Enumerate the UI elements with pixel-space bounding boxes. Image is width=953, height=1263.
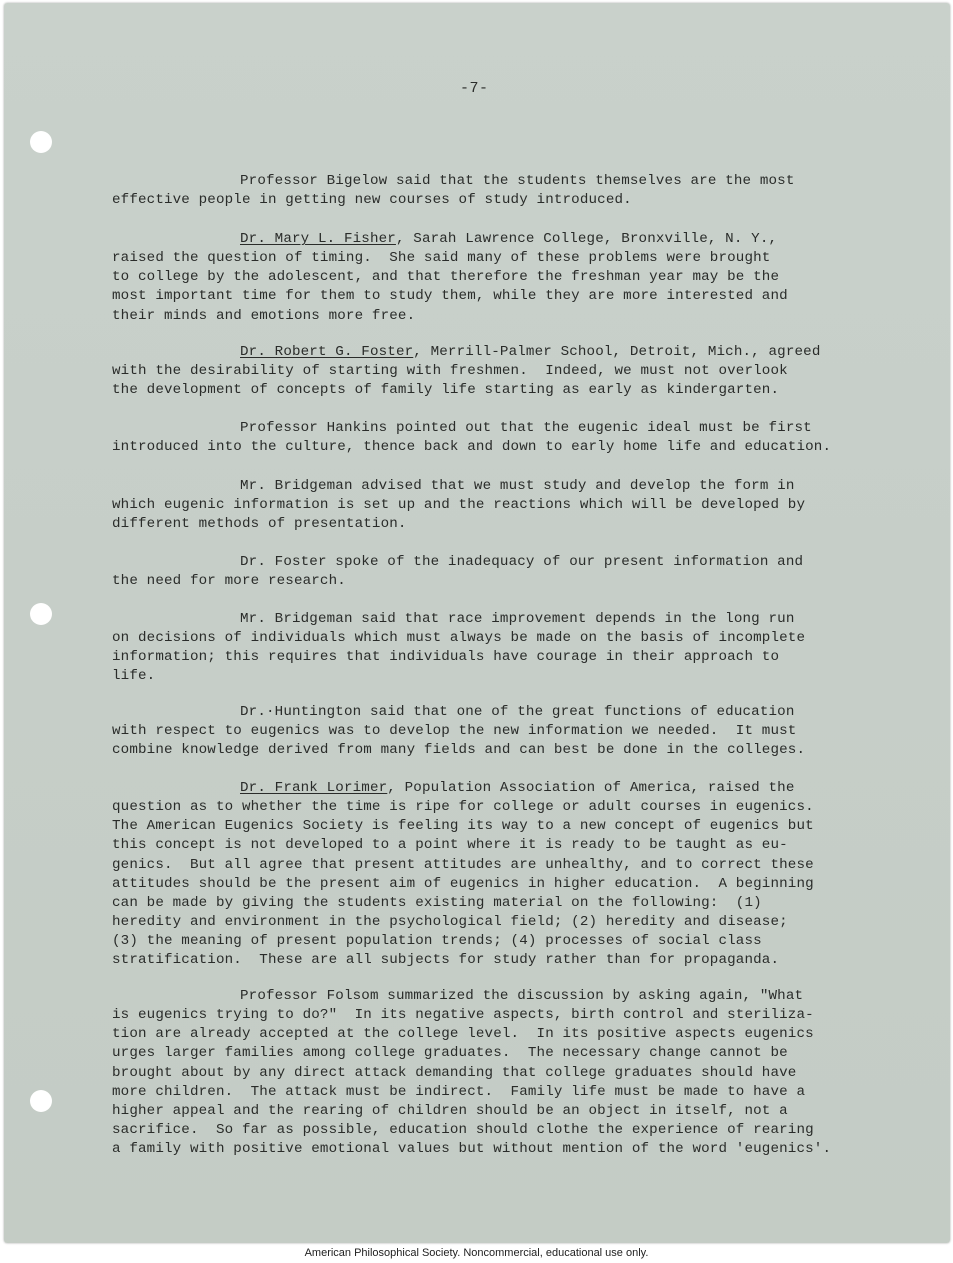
- paragraph-line: can be made by giving the students existing material on the following: (1): [112, 894, 762, 911]
- paragraph-line: the development of concepts of family life starting as early as kindergarten.: [112, 382, 780, 399]
- paragraph-line: this concept is not developed to a point where it is ready to be taught as eu-: [112, 837, 788, 854]
- paragraph-line: tion are already accepted at the college level. In its positive aspects eugenics: [112, 1026, 814, 1043]
- punch-hole-middle: [30, 603, 52, 625]
- paragraph-line: to college by the adolescent, and that therefore the freshman year may be the: [112, 269, 780, 286]
- paragraph-line: a family with positive emotional values but without mention of the word 'eugenics'.: [112, 1140, 832, 1157]
- paragraph-line: is eugenics trying to do?" In its negative aspects, birth control and steriliza-: [112, 1007, 814, 1024]
- paragraph-line: which eugenic information is set up and the reactions which will be developed by: [112, 497, 806, 514]
- paragraph-line: Dr. Foster spoke of the inadequacy of our present information and: [240, 554, 804, 571]
- paragraph-line: Mr. Bridgeman advised that we must study and develop the form in: [240, 478, 795, 495]
- paragraph-line: Professor Bigelow said that the students themselves are the most: [240, 173, 795, 190]
- speaker-name: Dr. Frank Lorimer: [240, 780, 388, 797]
- paragraph-line: Dr. Frank Lorimer, Population Association of America, raised the: [240, 780, 795, 797]
- paragraph-line: combine knowledge derived from many fields and can best be done in the colleges.: [112, 742, 806, 759]
- paragraph-line: Dr.·Huntington said that one of the great functions of education: [240, 704, 795, 721]
- paragraph-line: effective people in getting new courses of study introduced.: [112, 192, 632, 209]
- paragraph-line: raised the question of timing. She said many of these problems were brought: [112, 250, 771, 267]
- paragraph-line: introduced into the culture, thence back and down to early home life and education.: [112, 439, 832, 456]
- paragraph-line: The American Eugenics Society is feeling its way to a new concept of eugenics but: [112, 818, 814, 835]
- paragraph-line: Professor Folsom summarized the discussion by asking again, "What: [240, 988, 804, 1005]
- paragraph-line: the need for more research.: [112, 573, 346, 590]
- footer-notice: American Philosophical Society. Noncommercial, educational use only.: [304, 1247, 649, 1259]
- paragraph-line: Dr. Mary L. Fisher, Sarah Lawrence College, Bronxville, N. Y.,: [240, 231, 778, 248]
- paragraph-line: with the desirability of starting with freshmen. Indeed, we must not overlook: [112, 363, 788, 380]
- paragraph-line: genics. But all agree that present attitudes are unhealthy, and to correct these: [112, 856, 814, 873]
- paragraph-line: Professor Hankins pointed out that the eugenic ideal must be first: [240, 420, 812, 437]
- paragraph-line: most important time for them to study them, while they are more interested and: [112, 288, 788, 305]
- paragraph-line: urges larger families among college graduates. The necessary change cannot be: [112, 1045, 788, 1062]
- paragraph-line: (3) the meaning of present population trends; (4) processes of social class: [112, 932, 762, 949]
- paragraph-line: different methods of presentation.: [112, 516, 407, 533]
- document-page: [4, 3, 950, 1243]
- speaker-name: Dr. Mary L. Fisher: [240, 231, 396, 248]
- paragraph-line: question as to whether the time is ripe for college or adult courses in eugenics.: [112, 799, 814, 816]
- paragraph-line: information; this requires that individuals have courage in their approach to: [112, 649, 780, 666]
- paragraph-line: sacrifice. So far as possible, education should clothe the experience of rearing: [112, 1121, 814, 1138]
- paragraph-line: with respect to eugenics was to develop the new information we needed. It must: [112, 723, 797, 740]
- paragraph-line: stratification. These are all subjects for study rather than for propaganda.: [112, 952, 780, 969]
- speaker-name: Dr. Robert G. Foster: [240, 344, 414, 361]
- punch-hole-top: [30, 131, 52, 153]
- page-number: -7-: [460, 80, 489, 97]
- paragraph-folsom: [112, 949, 902, 1197]
- paragraph-line: attitudes should be the present aim of eugenics in higher education. A beginning: [112, 875, 814, 892]
- paragraph-line: brought about by any direct attack demanding that college graduates should have: [112, 1064, 797, 1081]
- paragraph-line: on decisions of individuals which must always be made on the basis of incomplete: [112, 630, 806, 647]
- paragraph-line: life.: [112, 668, 156, 685]
- paragraph-line: Dr. Robert G. Foster, Merrill-Palmer School, Detroit, Mich., agreed: [240, 344, 821, 361]
- paragraph-line: Mr. Bridgeman said that race improvement depends in the long run: [240, 611, 795, 628]
- punch-hole-bottom: [30, 1090, 52, 1112]
- paragraph-line: more children. The attack must be indirect. Family life must be made to have a: [112, 1083, 806, 1100]
- paragraph-line: higher appeal and the rearing of children should be an object in itself, not a: [112, 1102, 788, 1119]
- paragraph-line: heredity and environment in the psychological field; (2) heredity and disease;: [112, 913, 788, 930]
- paragraph-line: their minds and emotions more free.: [112, 307, 416, 324]
